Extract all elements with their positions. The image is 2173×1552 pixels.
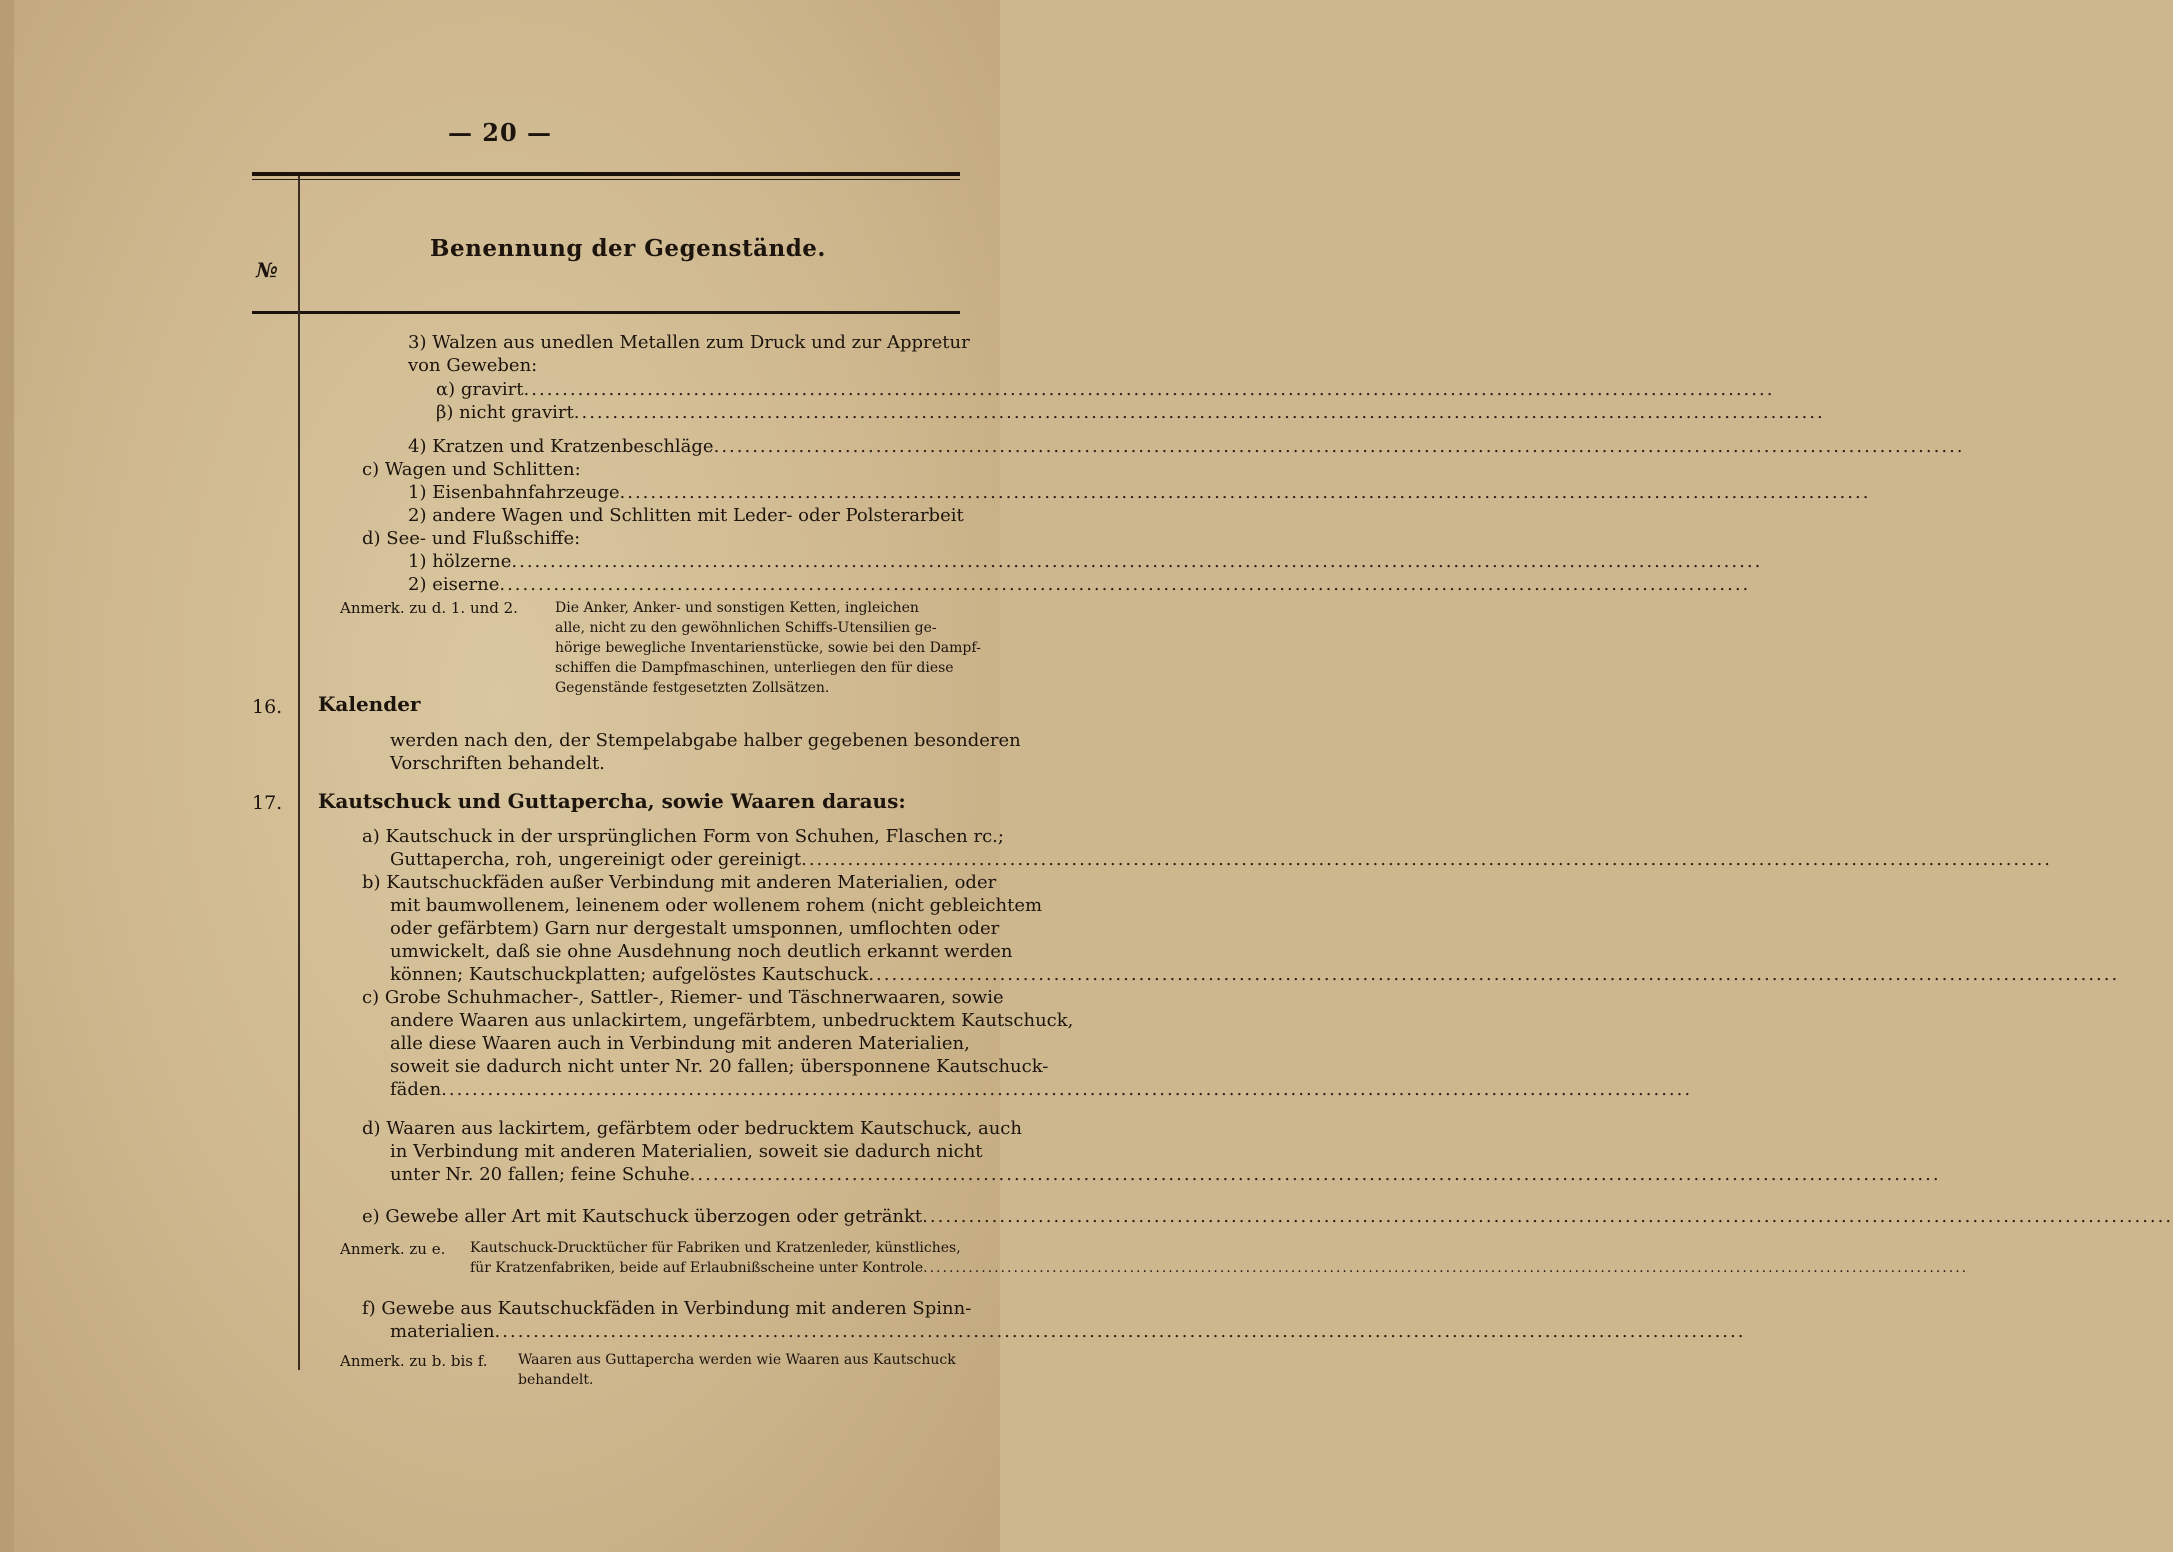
item-b: b) Kautschuckfäden außer Verbindung mit anderen Materialien, oder — [362, 872, 997, 893]
note-line: schiffen die Dampfmaschinen, unterliegen den für diese — [555, 660, 954, 676]
kalender-text: werden nach den, der Stempelabgabe halber gegebenen besonderen — [390, 730, 1021, 751]
note-label-schiffe: Anmerk. zu d. 1. und 2. — [340, 599, 518, 617]
page-edge — [0, 0, 14, 1552]
leader-dots — [511, 551, 1762, 573]
item-hoelzerne: 1) hölzerne ..... — [408, 551, 960, 573]
item-d: d) Waaren aus lackirtem, gefärbtem oder bedrucktem Kautschuck, auch — [362, 1118, 1022, 1139]
item-d-cont: in Verbindung mit anderen Materialien, soweit sie dadurch nicht — [390, 1141, 983, 1162]
item-f-cont: materialien ..... — [390, 1321, 960, 1343]
item-b-cont: umwickelt, daß sie ohne Ausdehnung noch deutlich erkannt werden — [390, 941, 1013, 962]
leader-dots — [714, 436, 1965, 458]
document-page — [0, 0, 1074, 1552]
item-graviert: α) gravirt ..... — [436, 379, 960, 401]
note-line: Kautschuck-Drucktücher für Fabriken und Kratzenleder, künstliches, — [470, 1240, 961, 1256]
item-c-cont: fäden ..... — [390, 1079, 960, 1101]
top-rule-thin — [252, 179, 960, 180]
leader-dots — [441, 1079, 1692, 1101]
item-b-cont: mit baumwollenem, leinenem oder wollenem rohem (nicht gebleichtem — [390, 895, 1043, 916]
note-line: Die Anker, Anker- und sonstigen Ketten, ingleichen — [555, 600, 919, 616]
item-c-cont: andere Waaren aus unlackirtem, ungefärbtem, unbedrucktem Kautschuck, — [390, 1010, 1074, 1031]
item-eiserne: 2) eiserne ..... — [408, 574, 960, 596]
note-label-e: Anmerk. zu e. — [340, 1240, 446, 1258]
item-wagen: c) Wagen und Schlitten: — [362, 459, 581, 480]
leader-dots — [923, 1258, 1968, 1278]
heading-kalender: Kalender — [318, 692, 421, 716]
item-andere-wagen: 2) andere Wagen und Schlitten mit Leder- oder Polsterarbeit — [408, 505, 964, 526]
header-bottom-rule — [252, 311, 960, 314]
leader-dots — [690, 1164, 1941, 1186]
note-line: für Kratzenfabriken, beide auf Erlaubnißscheine unter Kontrole ..... — [470, 1258, 960, 1278]
leader-dots — [801, 849, 2052, 871]
item-c-cont: alle diese Waaren auch in Verbindung mit anderen Materialien, — [390, 1033, 970, 1054]
note-label-b-f: Anmerk. zu b. bis f. — [340, 1352, 488, 1370]
row-number-16: 16. — [252, 696, 283, 718]
leader-dots — [524, 379, 1775, 401]
item-c: c) Grobe Schuhmacher-, Sattler-, Riemer- und Täschnerwaaren, sowie — [362, 987, 1004, 1008]
number-column-header: № — [256, 258, 278, 282]
item-c-cont: soweit sie dadurch nicht unter Nr. 20 fallen; übersponnene Kautschuck- — [390, 1056, 1049, 1077]
item-walzen: 3) Walzen aus unedlen Metallen zum Druck und zur Appretur — [408, 332, 970, 353]
item-walzen-cont: von Geweben: — [408, 355, 538, 376]
leader-dots — [499, 574, 1750, 596]
note-line: alle, nicht zu den gewöhnlichen Schiffs-Utensilien ge- — [555, 620, 937, 636]
item-d-cont: unter Nr. 20 fallen; feine Schuhe ..... — [390, 1164, 960, 1186]
item-b-cont: oder gefärbtem) Garn nur dergestalt umsponnen, umflochten oder — [390, 918, 1000, 939]
item-f: f) Gewebe aus Kautschuckfäden in Verbindung mit anderen Spinn- — [362, 1298, 972, 1319]
note-line: hörige bewegliche Inventarienstücke, sowie bei den Dampf- — [555, 640, 981, 656]
heading-kautschuck: Kautschuck und Guttapercha, sowie Waaren daraus: — [318, 789, 906, 813]
note-line: Waaren aus Guttapercha werden wie Waaren aus Kautschuck — [518, 1352, 956, 1368]
item-e: e) Gewebe aller Art mit Kautschuck überzogen oder getränkt ..... — [362, 1206, 960, 1228]
leader-dots — [868, 964, 2119, 986]
leader-dots — [495, 1321, 1746, 1343]
page-number: — 20 — — [447, 118, 553, 147]
column-header-title: Benennung der Gegenstände. — [430, 235, 826, 262]
top-rule-thick — [252, 172, 960, 176]
note-line: behandelt. — [518, 1372, 594, 1388]
leader-dots — [922, 1206, 2173, 1228]
item-b-cont: können; Kautschuckplatten; aufgelöstes Kautschuck ..... — [390, 964, 960, 986]
item-eisenbahn: 1) Eisenbahnfahrzeuge ..... — [408, 482, 960, 504]
leader-dots — [620, 482, 1871, 504]
item-nicht-graviert: β) nicht gravirt ..... — [436, 402, 960, 424]
kalender-text: Vorschriften behandelt. — [390, 753, 605, 774]
note-line: Gegenstände festgesetzten Zollsätzen. — [555, 680, 830, 696]
item-a: a) Kautschuck in der ursprünglichen Form von Schuhen, Flaschen rc.; — [362, 826, 1004, 847]
row-number-17: 17. — [252, 792, 283, 814]
number-column-divider — [298, 176, 300, 1370]
leader-dots — [574, 402, 1825, 424]
item-kratzen: 4) Kratzen und Kratzenbeschläge ..... — [408, 436, 960, 458]
item-schiffe: d) See- und Flußschiffe: — [362, 528, 581, 549]
item-a-cont: Guttapercha, roh, ungereinigt oder gereinigt ..... — [390, 849, 960, 871]
